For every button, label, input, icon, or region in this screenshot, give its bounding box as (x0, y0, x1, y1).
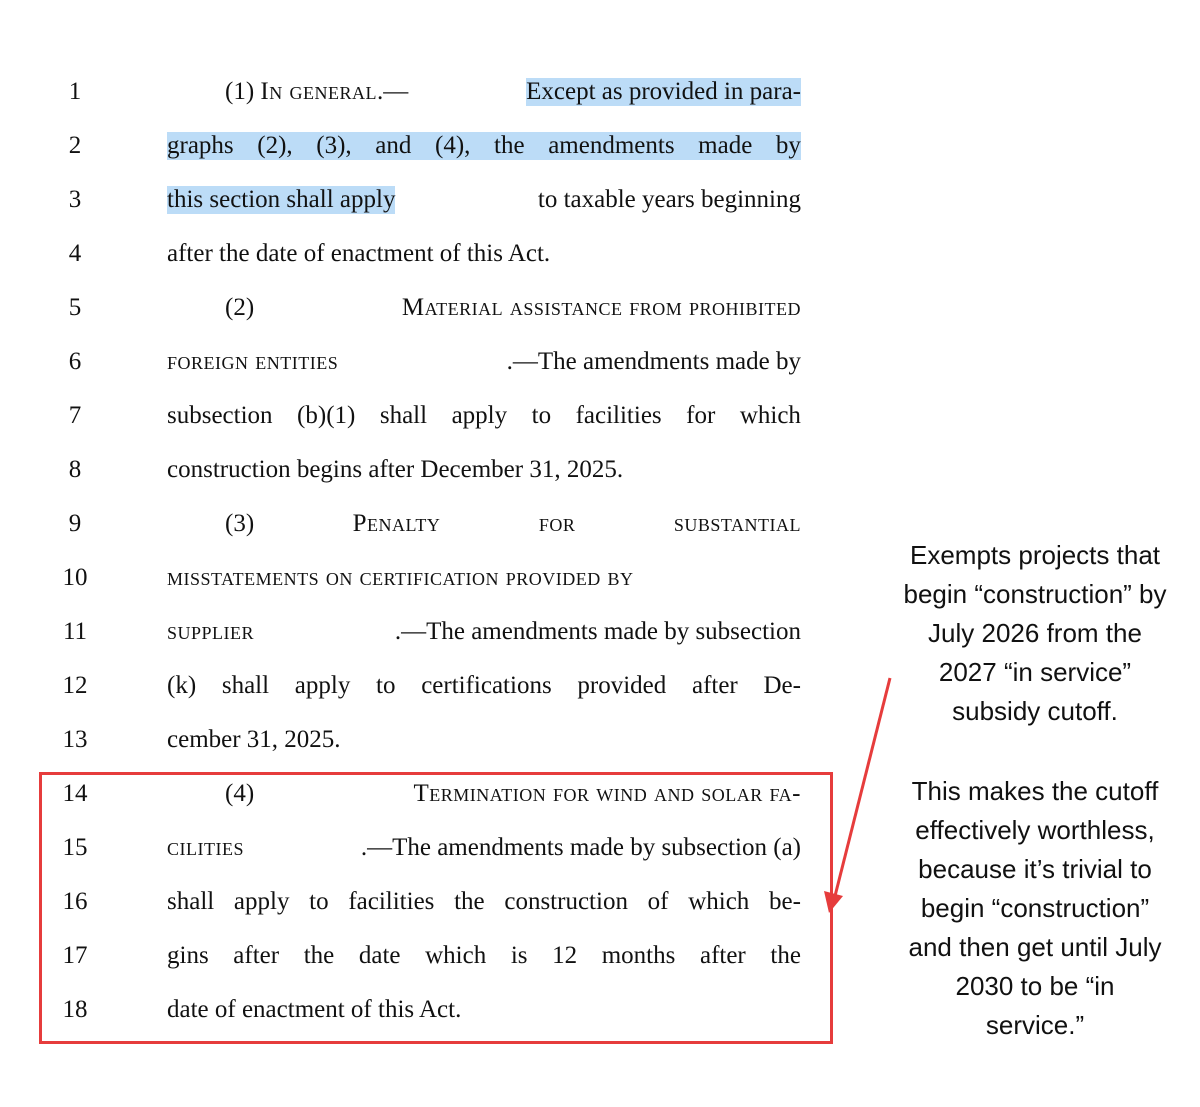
line-number: 10 (62, 564, 88, 591)
line-text-rest: .—The amendments made by (506, 348, 801, 375)
line-text (167, 618, 801, 646)
paragraph-heading-word: Penalty (352, 510, 441, 537)
line-number: 14 (62, 780, 88, 807)
word: apply (451, 402, 508, 429)
word: (4), (435, 132, 471, 159)
document-line (0, 288, 840, 342)
word: which (688, 888, 750, 915)
word: made (698, 132, 753, 159)
line-text (167, 510, 801, 538)
line-text (167, 132, 801, 160)
annotation-note-worthless (870, 772, 1200, 1045)
paragraph-heading: supplier (167, 618, 255, 645)
document-line (0, 126, 840, 180)
word: the (303, 942, 335, 969)
line-number: 1 (68, 78, 82, 105)
document-line (0, 504, 840, 558)
word: the (770, 942, 801, 969)
paragraph-heading: (1) In general.— (225, 78, 409, 105)
word: to (376, 672, 396, 699)
word: is (510, 942, 528, 969)
word: the (494, 132, 525, 159)
annotation-line: service.” (985, 1010, 1085, 1040)
line-number: 11 (62, 618, 88, 645)
line-number: 7 (68, 402, 82, 429)
annotation-line: effectively worthless, (915, 815, 1155, 845)
line-text (167, 564, 801, 592)
line-text (167, 402, 801, 430)
word: for (686, 402, 716, 429)
line-number: 6 (68, 348, 82, 375)
word: shall (379, 402, 428, 429)
word: De- (763, 672, 801, 699)
highlighted-text[interactable]: Except as provided in para- (526, 78, 801, 105)
word: shall (221, 672, 270, 699)
word: date (358, 942, 401, 969)
word: after (233, 942, 280, 969)
paragraph-heading: Termination for wind and solar fa- (413, 780, 801, 807)
annotation-line: because it’s trivial to (918, 854, 1152, 884)
word: be- (769, 888, 801, 915)
document-line (0, 342, 840, 396)
annotation-line: begin “construction” by (903, 579, 1167, 609)
line-number: 12 (62, 672, 88, 699)
annotation-line: July 2026 from the (928, 618, 1142, 648)
word: facilities (575, 402, 662, 429)
paragraph-number: (4) (225, 780, 255, 807)
document-line (0, 612, 840, 666)
word: apply (233, 888, 290, 915)
line-number: 4 (68, 240, 82, 267)
line-text: date of enactment of this Act. (167, 996, 462, 1023)
paragraph-heading-word: for (538, 510, 576, 537)
line-number: 5 (68, 294, 82, 321)
line-text-rest: .—The amendments made by subsection (a) (360, 834, 801, 861)
word: amendments (548, 132, 675, 159)
word: after (691, 672, 738, 699)
word: (2), (257, 132, 293, 159)
line-number: 15 (62, 834, 88, 861)
word: provided (577, 672, 667, 699)
word: construction (504, 888, 628, 915)
word: apply (294, 672, 351, 699)
word: and (375, 132, 412, 159)
line-text: after the date of enactment of this Act. (167, 240, 551, 267)
line-number: 8 (68, 456, 82, 483)
line-number: 3 (68, 186, 82, 213)
document-line (0, 666, 840, 720)
paragraph-number: (2) (225, 294, 255, 321)
word: facilities (348, 888, 435, 915)
paragraph-heading: cilities (167, 834, 244, 861)
line-text (167, 672, 801, 700)
document-line (0, 450, 840, 504)
document-line (0, 180, 840, 234)
word: which (739, 402, 801, 429)
word: (k) (167, 672, 197, 699)
line-number: 2 (68, 132, 82, 159)
word: shall (167, 888, 215, 915)
paragraph-heading: foreign entities (167, 348, 339, 375)
line-text-rest: .—The amendments made by subsection (394, 618, 801, 645)
word: by (775, 132, 801, 159)
document-line (0, 72, 840, 126)
line-text-rest: to taxable years beginning (537, 186, 801, 213)
word: graphs (167, 132, 234, 159)
word: which (425, 942, 487, 969)
paragraph-heading-word: substantial (673, 510, 801, 537)
paragraph-heading: Material assistance from prohibited (401, 294, 801, 321)
highlighted-text[interactable]: this section shall apply (167, 186, 396, 213)
word: certifications (421, 672, 552, 699)
line-text: cember 31, 2025. (167, 726, 341, 753)
word: after (699, 942, 746, 969)
word: (b)(1) (297, 402, 356, 429)
line-number: 13 (62, 726, 88, 753)
line-text: construction begins after December 31, 2025. (167, 456, 624, 483)
word: (3), (316, 132, 352, 159)
line-text (167, 294, 801, 322)
annotation-line: begin “construction” (920, 893, 1150, 923)
word: to (531, 402, 552, 429)
annotation-line: 2027 “in service” (938, 657, 1132, 687)
line-text (167, 348, 801, 376)
word: months (601, 942, 676, 969)
line-text (167, 78, 801, 106)
line-number: 18 (62, 996, 88, 1023)
document-line (0, 396, 840, 450)
word: gins (167, 942, 209, 969)
word: of (647, 888, 669, 915)
paragraph-number: (3) (225, 510, 255, 537)
document-line (0, 558, 840, 612)
annotation-line: and then get until July (908, 932, 1162, 962)
annotation-line: subsidy cutoff. (952, 696, 1118, 726)
document-line (0, 234, 840, 288)
line-text (167, 186, 801, 214)
word: to (309, 888, 329, 915)
line-number: 16 (62, 888, 88, 915)
word: 12 (552, 942, 578, 969)
paragraph-heading: misstatements on certification provided by (167, 564, 634, 591)
document-line (0, 720, 840, 774)
annotation-line: 2030 to be “in (955, 971, 1115, 1001)
annotation-line: Exempts projects that (910, 540, 1160, 570)
line-number: 9 (68, 510, 82, 537)
line-number: 17 (62, 942, 88, 969)
annotation-line: This makes the cutoff (911, 776, 1159, 806)
annotation-note-exemption (870, 536, 1200, 731)
word: subsection (167, 402, 273, 429)
highlighted-text[interactable] (167, 132, 801, 160)
word: the (454, 888, 485, 915)
highlight-box-paragraph-4 (39, 772, 833, 1044)
